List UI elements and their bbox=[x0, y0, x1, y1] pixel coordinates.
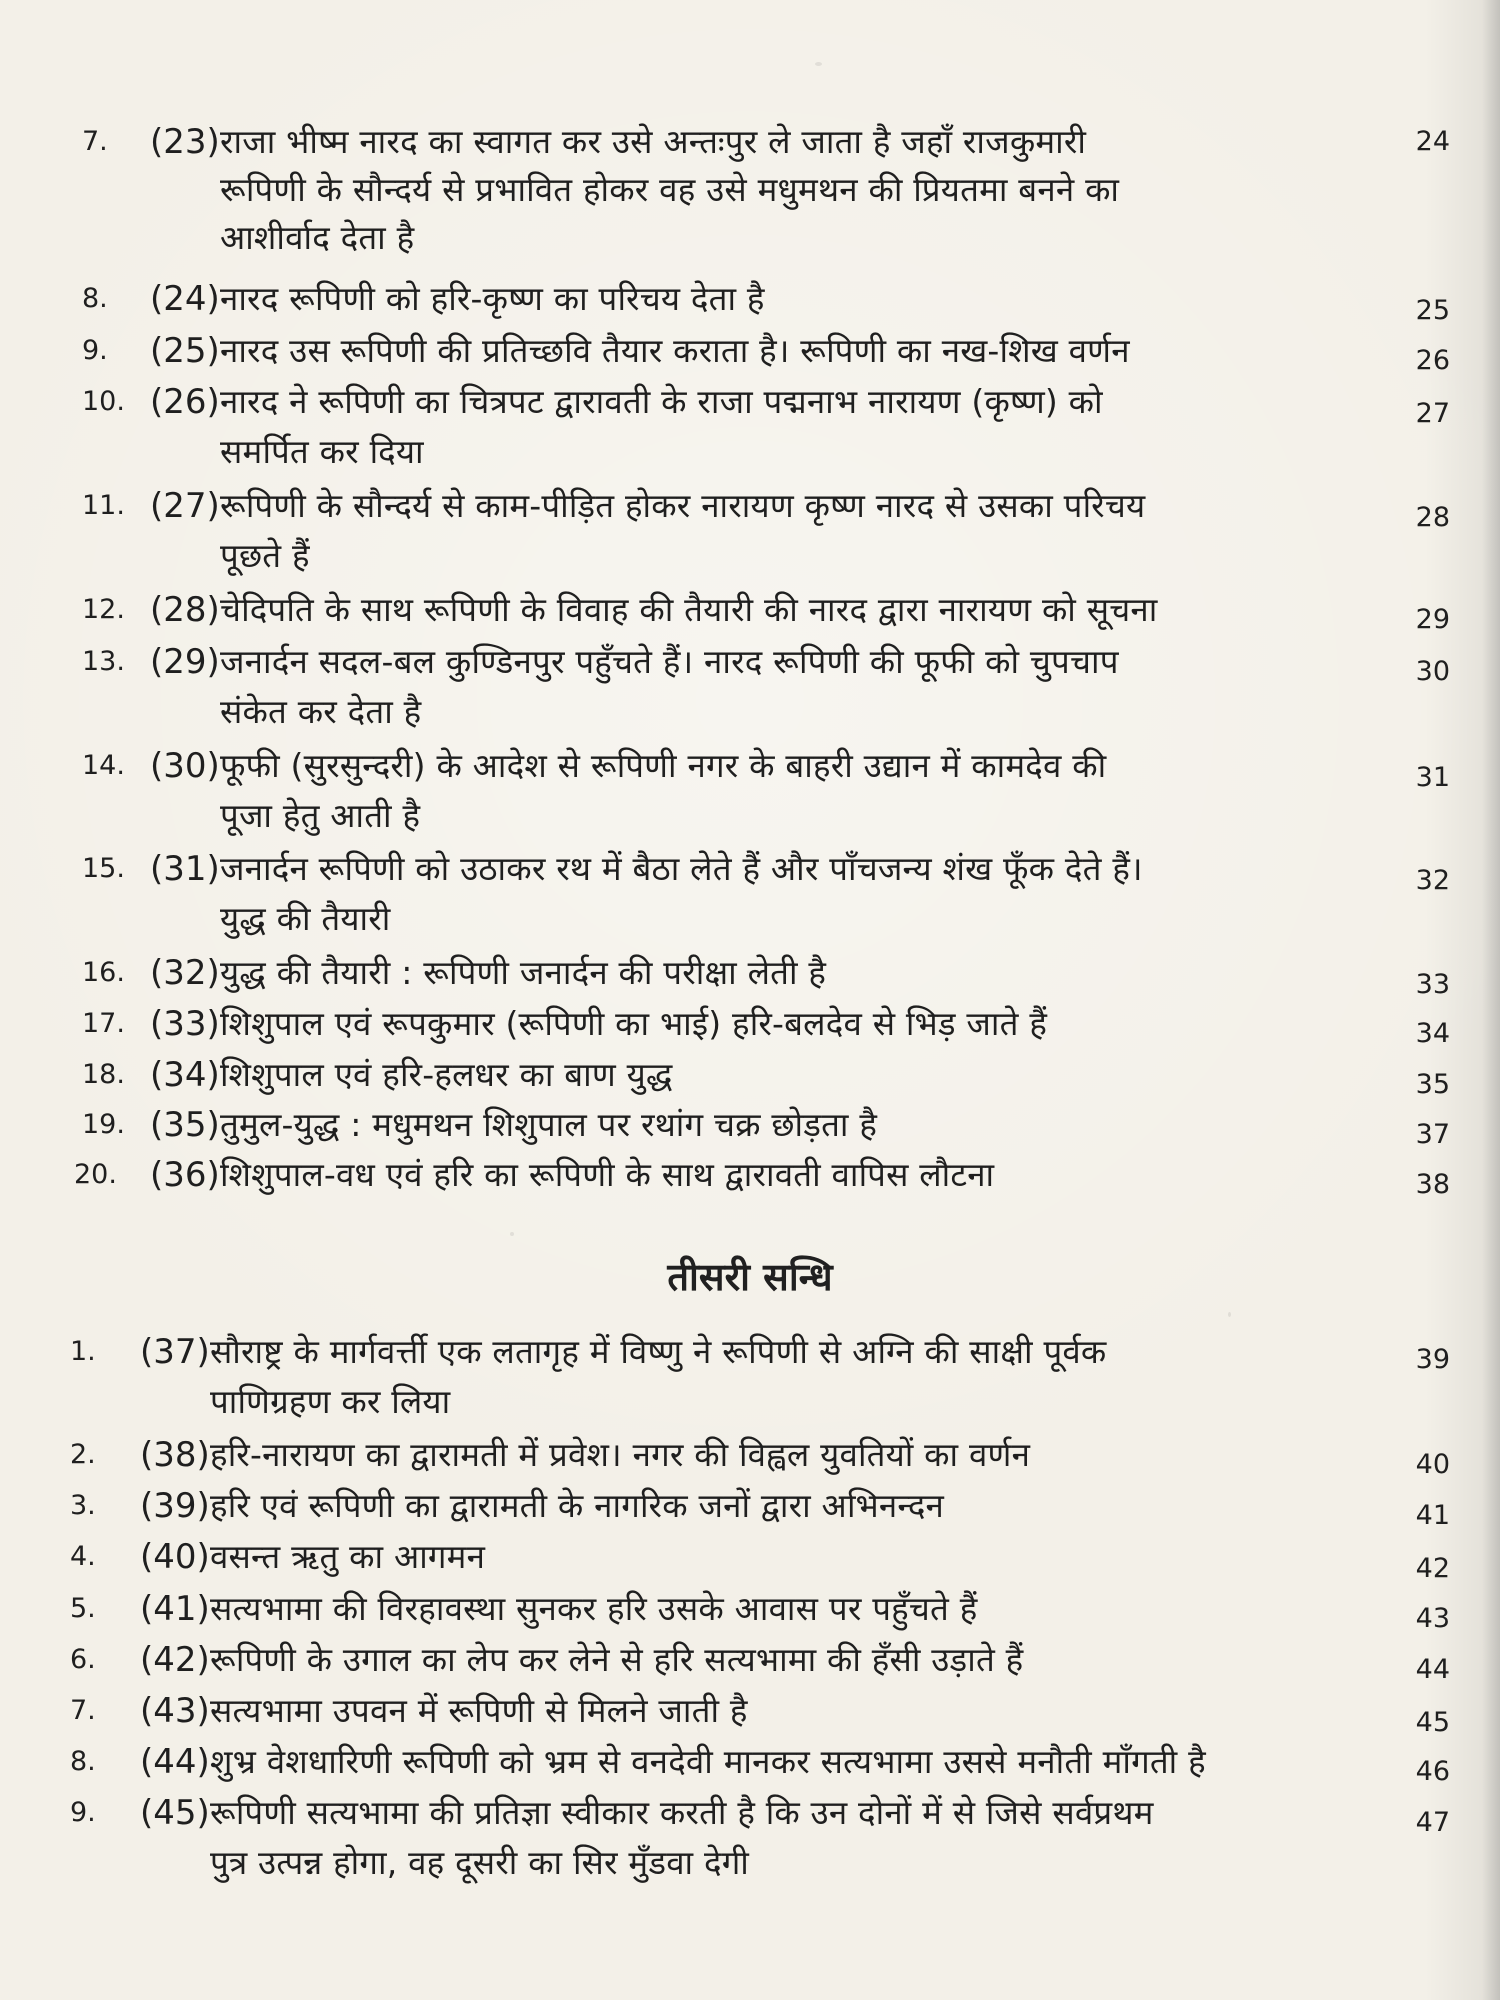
entry-page-number: 35 bbox=[1415, 1069, 1450, 1100]
entry-number: 9. bbox=[82, 335, 108, 366]
entry-number: 10. bbox=[82, 386, 125, 417]
entry-reference: (33) bbox=[150, 1004, 220, 1044]
entry-text-line-1: राजा भीष्म नारद का स्वागत कर उसे अन्तःपुर ले जाता है जहाँ राजकुमारी bbox=[220, 122, 1087, 161]
entry-text-line-1: रूपिणी के सौन्दर्य से काम-पीड़ित होकर नारायण कृष्ण नारद से उसका परिचय bbox=[220, 486, 1146, 525]
entry-text-line-2: पूछते हैं bbox=[220, 536, 310, 575]
entry-page-number: 38 bbox=[1415, 1169, 1450, 1200]
entry-text-line-2: रूपिणी के सौन्दर्य से प्रभावित होकर वह उसे मधुमथन की प्रियतमा बनने का bbox=[220, 170, 1120, 209]
entry-reference: (32) bbox=[150, 953, 220, 993]
entry-number: 2. bbox=[70, 1439, 96, 1470]
entry-text-line-2: समर्पित कर दिया bbox=[220, 432, 424, 471]
entry-text-line-1: फूफी (सुरसुन्दरी) के आदेश से रूपिणी नगर के बाहरी उद्यान में कामदेव की bbox=[220, 746, 1107, 785]
entry-reference: (43) bbox=[140, 1691, 210, 1731]
entry-page-number: 29 bbox=[1415, 604, 1450, 635]
entry-number: 3. bbox=[70, 1490, 96, 1521]
entry-text-line-2: पुत्र उत्पन्न होगा, वह दूसरी का सिर मुँडवा देगी bbox=[210, 1843, 750, 1882]
entry-text-line-2: पूजा हेतु आती है bbox=[220, 796, 421, 835]
entry-text-line-1: हरि-नारायण का द्वारामती में प्रवेश। नगर की विह्वल युवतियों का वर्णन bbox=[210, 1435, 1031, 1474]
entry-number: 7. bbox=[70, 1695, 96, 1726]
entry-text-line-1: सौराष्ट्र के मार्गवर्त्ती एक लतागृह में विष्णु ने रूपिणी से अग्नि की साक्षी पूर्वक bbox=[210, 1332, 1107, 1371]
entry-reference: (34) bbox=[150, 1055, 220, 1095]
entry-reference: (40) bbox=[140, 1537, 210, 1577]
entry-text-line-1: सत्यभामा की विरहावस्था सुनकर हरि उसके आवास पर पहुँचते हैं bbox=[210, 1589, 978, 1628]
entry-reference: (26) bbox=[150, 382, 220, 422]
entry-page-number: 32 bbox=[1415, 865, 1450, 896]
section-heading: तीसरी सन्धि bbox=[667, 1255, 833, 1299]
entry-text-line-1: शिशुपाल एवं हरि-हलधर का बाण युद्ध bbox=[220, 1055, 673, 1094]
entry-reference: (35) bbox=[150, 1105, 220, 1145]
entry-number: 20. bbox=[74, 1159, 117, 1190]
entry-page-number: 28 bbox=[1415, 502, 1450, 533]
entry-page-number: 30 bbox=[1415, 656, 1450, 687]
entry-text-line-1: हरि एवं रूपिणी का द्वारामती के नागरिक जनों द्वारा अभिनन्दन bbox=[210, 1486, 945, 1525]
entry-text-line-1: रूपिणी सत्यभामा की प्रतिज्ञा स्वीकार करती है कि उन दोनों में से जिसे सर्वप्रथम bbox=[210, 1793, 1154, 1832]
entry-page-number: 41 bbox=[1415, 1500, 1450, 1531]
entry-number: 1. bbox=[70, 1336, 96, 1367]
entry-text-line-1: चेदिपति के साथ रूपिणी के विवाह की तैयारी की नारद द्वारा नारायण को सूचना bbox=[220, 590, 1158, 629]
entry-reference: (23) bbox=[150, 122, 220, 162]
entry-reference: (27) bbox=[150, 486, 220, 526]
entry-number: 8. bbox=[82, 283, 108, 314]
entry-page-number: 37 bbox=[1415, 1119, 1450, 1150]
entry-page-number: 24 bbox=[1415, 126, 1450, 157]
entry-text-line-1: शिशुपाल-वध एवं हरि का रूपिणी के साथ द्वारावती वापिस लौटना bbox=[220, 1155, 995, 1194]
entry-text-line-1: नारद रूपिणी को हरि-कृष्ण का परिचय देता है bbox=[220, 279, 765, 318]
entry-text-line-1: वसन्त ऋतु का आगमन bbox=[210, 1537, 486, 1576]
entry-page-number: 44 bbox=[1415, 1654, 1450, 1685]
entry-text-line-2: पाणिग्रहण कर लिया bbox=[210, 1382, 451, 1421]
entry-number: 8. bbox=[70, 1746, 96, 1777]
entry-number: 17. bbox=[82, 1008, 125, 1039]
entry-text-line-2: संकेत कर देता है bbox=[220, 692, 422, 731]
entry-page-number: 42 bbox=[1415, 1553, 1450, 1584]
entry-number: 19. bbox=[82, 1109, 125, 1140]
entry-text-line-1: शिशुपाल एवं रूपकुमार (रूपिणी का भाई) हरि-बलदेव से भिड़ जाते हैं bbox=[220, 1004, 1048, 1043]
entry-reference: (25) bbox=[150, 331, 220, 371]
entry-reference: (28) bbox=[150, 590, 220, 630]
entry-reference: (38) bbox=[140, 1435, 210, 1475]
entry-number: 15. bbox=[82, 853, 125, 884]
entry-number: 11. bbox=[82, 490, 125, 521]
entry-page-number: 39 bbox=[1415, 1344, 1450, 1375]
entry-page-number: 43 bbox=[1415, 1603, 1450, 1634]
entry-number: 18. bbox=[82, 1059, 125, 1090]
entry-reference: (41) bbox=[140, 1589, 210, 1629]
entry-number: 14. bbox=[82, 750, 125, 781]
entry-reference: (39) bbox=[140, 1486, 210, 1526]
entry-reference: (45) bbox=[140, 1793, 210, 1833]
entry-number: 12. bbox=[82, 594, 125, 625]
entry-reference: (36) bbox=[150, 1155, 220, 1195]
entry-page-number: 31 bbox=[1415, 762, 1450, 793]
entry-text-line-1: तुमुल-युद्ध : मधुमथन शिशुपाल पर रथांग चक्र छोड़ता है bbox=[220, 1105, 878, 1144]
entry-text-line-1: सत्यभामा उपवन में रूपिणी से मिलने जाती है bbox=[210, 1691, 748, 1730]
entry-page-number: 34 bbox=[1415, 1018, 1450, 1049]
entry-text-line-1: युद्ध की तैयारी : रूपिणी जनार्दन की परीक्षा लेती है bbox=[220, 953, 827, 992]
entry-text-line-1: शुभ्र वेशधारिणी रूपिणी को भ्रम से वनदेवी मानकर सत्यभामा उससे मनौती माँगती है bbox=[210, 1742, 1206, 1781]
entry-text-line-1: नारद ने रूपिणी का चित्रपट द्वारावती के राजा पद्मनाभ नारायण (कृष्ण) को bbox=[220, 382, 1103, 421]
entry-text-line-3: आशीर्वाद देता है bbox=[220, 218, 415, 257]
entry-reference: (42) bbox=[140, 1640, 210, 1680]
entry-reference: (24) bbox=[150, 279, 220, 319]
entry-number: 6. bbox=[70, 1644, 96, 1675]
entry-page-number: 47 bbox=[1415, 1807, 1450, 1838]
entry-page-number: 45 bbox=[1415, 1707, 1450, 1738]
entry-number: 4. bbox=[70, 1541, 96, 1572]
entry-page-number: 33 bbox=[1415, 969, 1450, 1000]
entry-reference: (29) bbox=[150, 642, 220, 682]
entry-reference: (44) bbox=[140, 1742, 210, 1782]
entry-text-line-1: जनार्दन सदल-बल कुण्डिनपुर पहुँचते हैं। नारद रूपिणी की फूफी को चुपचाप bbox=[220, 642, 1119, 681]
entry-text-line-1: रूपिणी के उगाल का लेप कर लेने से हरि सत्यभामा की हँसी उड़ाते हैं bbox=[210, 1640, 1024, 1679]
entry-number: 13. bbox=[82, 646, 125, 677]
entry-number: 7. bbox=[82, 126, 108, 157]
entry-text-line-1: नारद उस रूपिणी की प्रतिच्छवि तैयार कराता है। रूपिणी का नख-शिख वर्णन bbox=[220, 331, 1130, 370]
entry-page-number: 26 bbox=[1415, 345, 1450, 376]
entry-reference: (30) bbox=[150, 746, 220, 786]
entry-text-line-2: युद्ध की तैयारी bbox=[220, 899, 391, 938]
entry-reference: (31) bbox=[150, 849, 220, 889]
entry-page-number: 25 bbox=[1415, 295, 1450, 326]
entry-number: 5. bbox=[70, 1593, 96, 1624]
entry-number: 16. bbox=[82, 957, 125, 988]
entry-page-number: 46 bbox=[1415, 1756, 1450, 1787]
entry-text-line-1: जनार्दन रूपिणी को उठाकर रथ में बैठा लेते हैं और पाँचजन्य शंख फूँक देते हैं। bbox=[220, 849, 1143, 888]
entry-page-number: 40 bbox=[1415, 1449, 1450, 1480]
entry-page-number: 27 bbox=[1415, 398, 1450, 429]
entry-number: 9. bbox=[70, 1797, 96, 1828]
entry-reference: (37) bbox=[140, 1332, 210, 1372]
